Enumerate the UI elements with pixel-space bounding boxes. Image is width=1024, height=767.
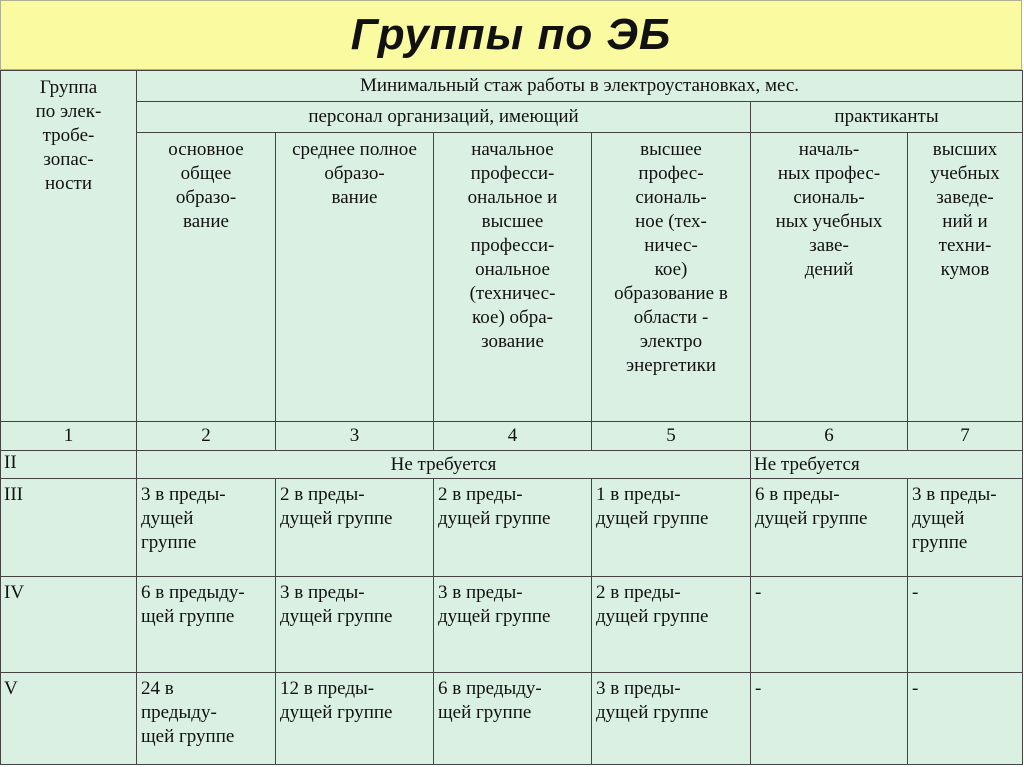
- table-cell: 12 в преды- дущей группе: [276, 673, 434, 765]
- table-cell: 3 в преды- дущей группе: [592, 673, 751, 765]
- header-initial-professional-education: начальное професси- ональное и высшее професси- ональное (техничес- кое) обра- зование: [434, 133, 592, 422]
- column-number: 4: [434, 422, 592, 451]
- group-level-iv: IV: [1, 577, 137, 673]
- header-higher-professional-energy-education: высшее профес- сиональ- ное (тех- ничес- кое) образование в области - электро энергетики: [592, 133, 751, 422]
- table-cell: 3 в преды- дущей группе: [137, 479, 276, 577]
- table-cell: -: [751, 577, 908, 673]
- header-trainees: практиканты: [751, 102, 1023, 133]
- table-cell: 3 в преды- дущей группе: [908, 479, 1023, 577]
- table-cell: -: [751, 673, 908, 765]
- header-group-column: Группа по элек- тробе- зопас- ности: [1, 71, 137, 422]
- table-cell: 6 в преды- дущей группе: [751, 479, 908, 577]
- column-number: 1: [1, 422, 137, 451]
- electrical-safety-groups-table: [0, 70, 1023, 765]
- column-number: 5: [592, 422, 751, 451]
- header-min-experience: Минимальный стаж работы в электроустановках, мес.: [137, 71, 1023, 102]
- column-number: 6: [751, 422, 908, 451]
- header-higher-institutions-colleges: высших учебных заведе- ний и техни- кумов: [908, 133, 1023, 422]
- table-cell: -: [908, 673, 1023, 765]
- header-secondary-full-education: среднее полное образо- вание: [276, 133, 434, 422]
- table-cell: 2 в преды- дущей группе: [276, 479, 434, 577]
- table-cell: 3 в преды- дущей группе: [276, 577, 434, 673]
- trainees-not-required: Не требуется: [751, 451, 1023, 479]
- page-title: Группы по ЭБ: [350, 10, 672, 59]
- table-cell: -: [908, 577, 1023, 673]
- group-level-ii: II: [1, 451, 137, 479]
- group-level-v: V: [1, 673, 137, 765]
- group-level-iii: III: [1, 479, 137, 577]
- table-cell: 24 в предыду- щей группе: [137, 673, 276, 765]
- table-cell: 2 в преды- дущей группе: [592, 577, 751, 673]
- column-number: 2: [137, 422, 276, 451]
- table-cell: 2 в преды- дущей группе: [434, 479, 592, 577]
- column-number: 7: [908, 422, 1023, 451]
- table-cell: 6 в предыду- щей группе: [137, 577, 276, 673]
- column-number: 3: [276, 422, 434, 451]
- table-cell: 1 в преды- дущей группе: [592, 479, 751, 577]
- personnel-not-required: Не требуется: [137, 451, 751, 479]
- header-basic-general-education: основное общее образо- вание: [137, 133, 276, 422]
- table-cell: 3 в преды- дущей группе: [434, 577, 592, 673]
- title-bar: [0, 0, 1022, 70]
- header-personnel: персонал организаций, имеющий: [137, 102, 751, 133]
- table-cell: 6 в предыду- щей группе: [434, 673, 592, 765]
- header-initial-professional-institutions: началь- ных профес- сиональ- ных учебных заве- дений: [751, 133, 908, 422]
